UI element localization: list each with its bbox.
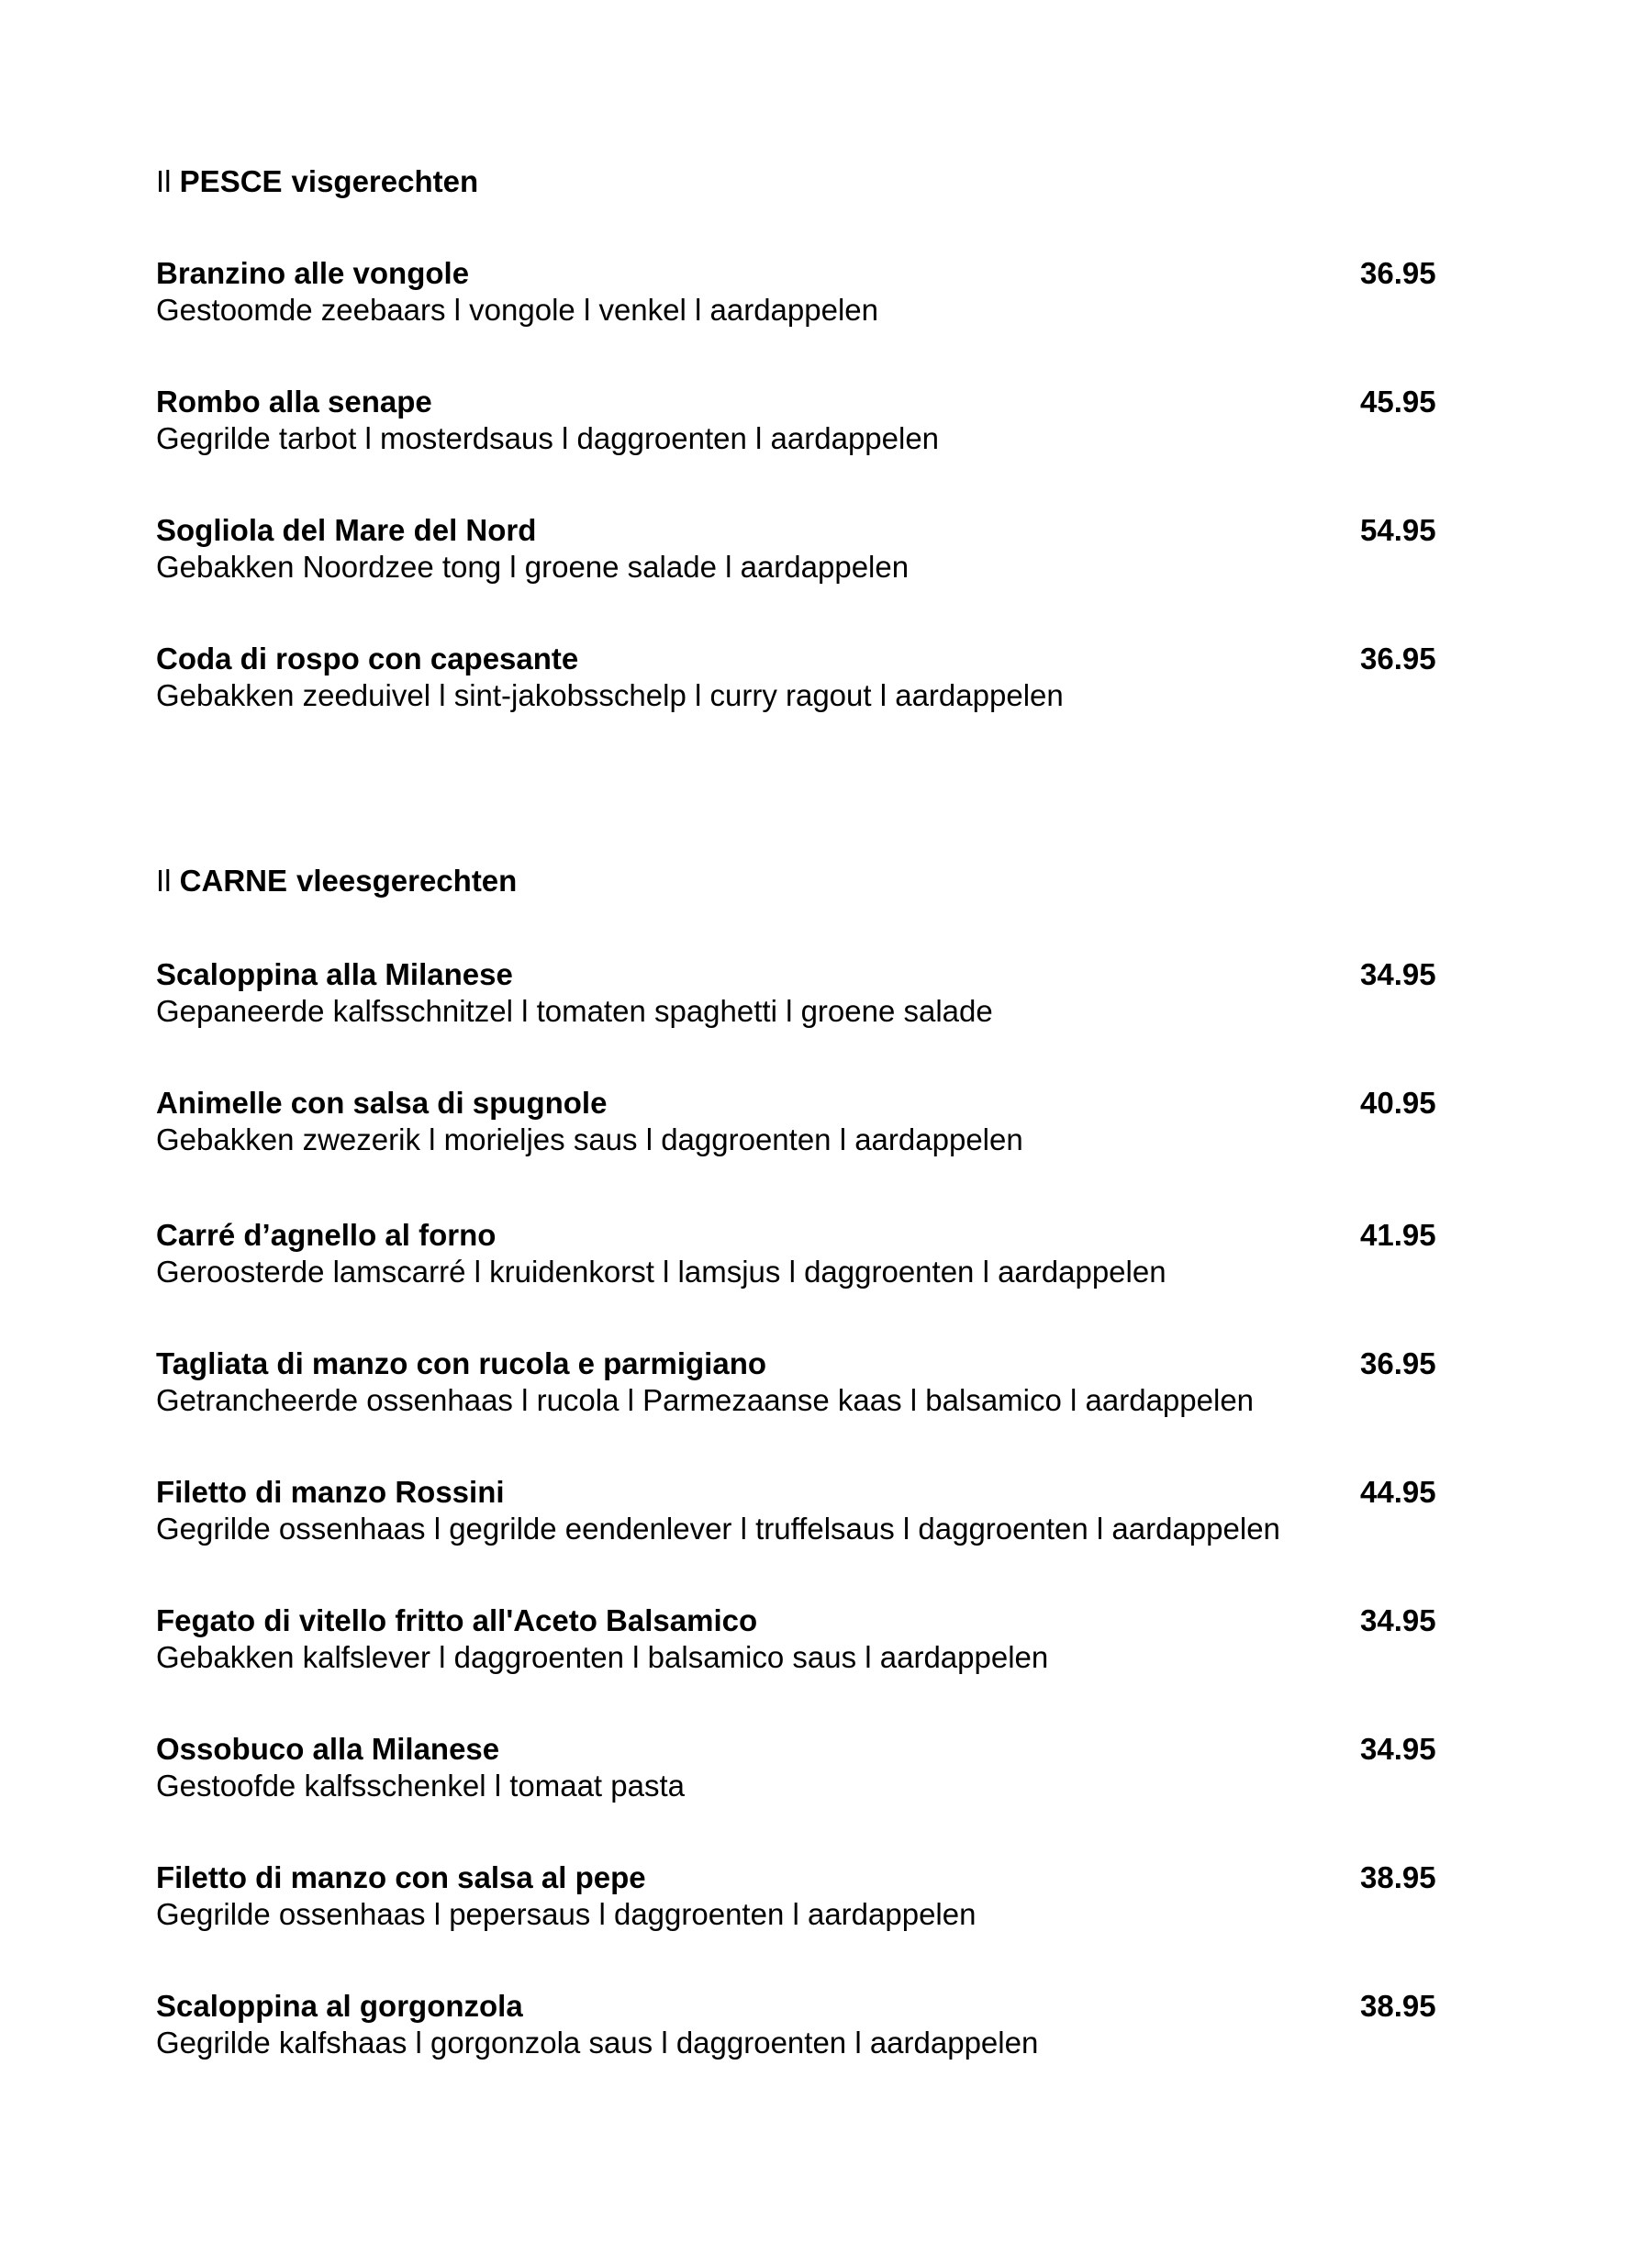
item-description: Gebakken zwezerik l morieljes saus l daggroenten l aardappelen	[156, 1122, 1023, 1156]
item-price: 36.95	[1360, 642, 1436, 675]
menu-item	[156, 1731, 1441, 1808]
item-name: Coda di rospo con capesante	[156, 642, 579, 675]
item-name: Sogliola del Mare del Nord	[156, 513, 537, 547]
item-name: Scaloppina alla Milanese	[156, 957, 513, 991]
item-description: Gebakken zeeduivel l sint-jakobsschelp l curry ragout l aardappelen	[156, 678, 1064, 712]
item-price: 36.95	[1360, 256, 1436, 290]
menu-item	[156, 641, 1441, 718]
menu-item	[156, 384, 1441, 461]
section-prefix: Il	[156, 164, 172, 198]
item-name: Animelle con salsa di spugnole	[156, 1086, 608, 1120]
item-price: 36.95	[1360, 1346, 1436, 1380]
item-description: Gestoofde kalfsschenkel l tomaat pasta	[156, 1769, 685, 1803]
item-description: Geroosterde lamscarré l kruidenkorst l lamsjus l daggroenten l aardappelen	[156, 1255, 1166, 1289]
item-description: Gegrilde ossenhaas l gegrilde eendenlever l truffelsaus l daggroenten l aardappelen	[156, 1512, 1280, 1546]
item-price: 40.95	[1360, 1086, 1436, 1120]
item-name: Filetto di manzo con salsa al pepe	[156, 1860, 646, 1894]
menu-item	[156, 255, 1441, 332]
item-price: 41.95	[1360, 1218, 1436, 1252]
section-subtitle: vleesgerechten	[296, 864, 518, 898]
item-price: 34.95	[1360, 1603, 1436, 1637]
section-name: CARNE	[179, 864, 288, 898]
menu-item	[156, 1602, 1441, 1680]
item-name: Branzino alle vongole	[156, 256, 470, 290]
item-price: 54.95	[1360, 513, 1436, 547]
menu-item	[156, 1217, 1441, 1294]
item-name: Tagliata di manzo con rucola e parmigiano	[156, 1346, 767, 1380]
section-subtitle: visgerechten	[291, 164, 479, 198]
menu-item	[156, 1345, 1441, 1423]
section-title	[156, 163, 1441, 200]
menu-page	[156, 0, 1441, 2244]
menu-item	[156, 1859, 1441, 1937]
item-description: Getrancheerde ossenhaas l rucola l Parmezaanse kaas l balsamico l aardappelen	[156, 1383, 1255, 1417]
item-price: 34.95	[1360, 957, 1436, 991]
item-description: Gebakken Noordzee tong l groene salade l aardappelen	[156, 550, 910, 584]
item-description: Gegrilde ossenhaas l pepersaus l daggroenten l aardappelen	[156, 1897, 977, 1931]
section-carne	[156, 863, 1441, 899]
item-description: Gestoomde zeebaars l vongole l venkel l aardappelen	[156, 293, 879, 327]
item-description: Gepaneerde kalfsschnitzel l tomaten spaghetti l groene salade	[156, 994, 993, 1028]
item-name: Rombo alla senape	[156, 385, 432, 419]
section-title	[156, 863, 1441, 899]
section-pesce	[156, 163, 1441, 200]
item-name: Carré d’agnello al forno	[156, 1218, 497, 1252]
menu-item	[156, 1085, 1441, 1162]
item-price: 45.95	[1360, 385, 1436, 419]
item-name: Scaloppina al gorgonzola	[156, 1989, 523, 2023]
section-name: PESCE	[179, 164, 283, 198]
menu-item	[156, 1474, 1441, 1551]
menu-item	[156, 1988, 1441, 2065]
menu-item	[156, 956, 1441, 1033]
item-price: 34.95	[1360, 1732, 1436, 1766]
item-price: 44.95	[1360, 1475, 1436, 1509]
item-description: Gegrilde kalfshaas l gorgonzola saus l daggroenten l aardappelen	[156, 2026, 1039, 2060]
item-description: Gebakken kalfslever l daggroenten l balsamico saus l aardappelen	[156, 1640, 1049, 1674]
item-description: Gegrilde tarbot l mosterdsaus l daggroenten l aardappelen	[156, 421, 940, 455]
section-prefix: Il	[156, 864, 172, 898]
menu-item	[156, 512, 1441, 589]
item-name: Fegato di vitello fritto all'Aceto Balsamico	[156, 1603, 758, 1637]
item-price: 38.95	[1360, 1989, 1436, 2023]
item-name: Filetto di manzo Rossini	[156, 1475, 505, 1509]
item-price: 38.95	[1360, 1860, 1436, 1894]
item-name: Ossobuco alla Milanese	[156, 1732, 500, 1766]
